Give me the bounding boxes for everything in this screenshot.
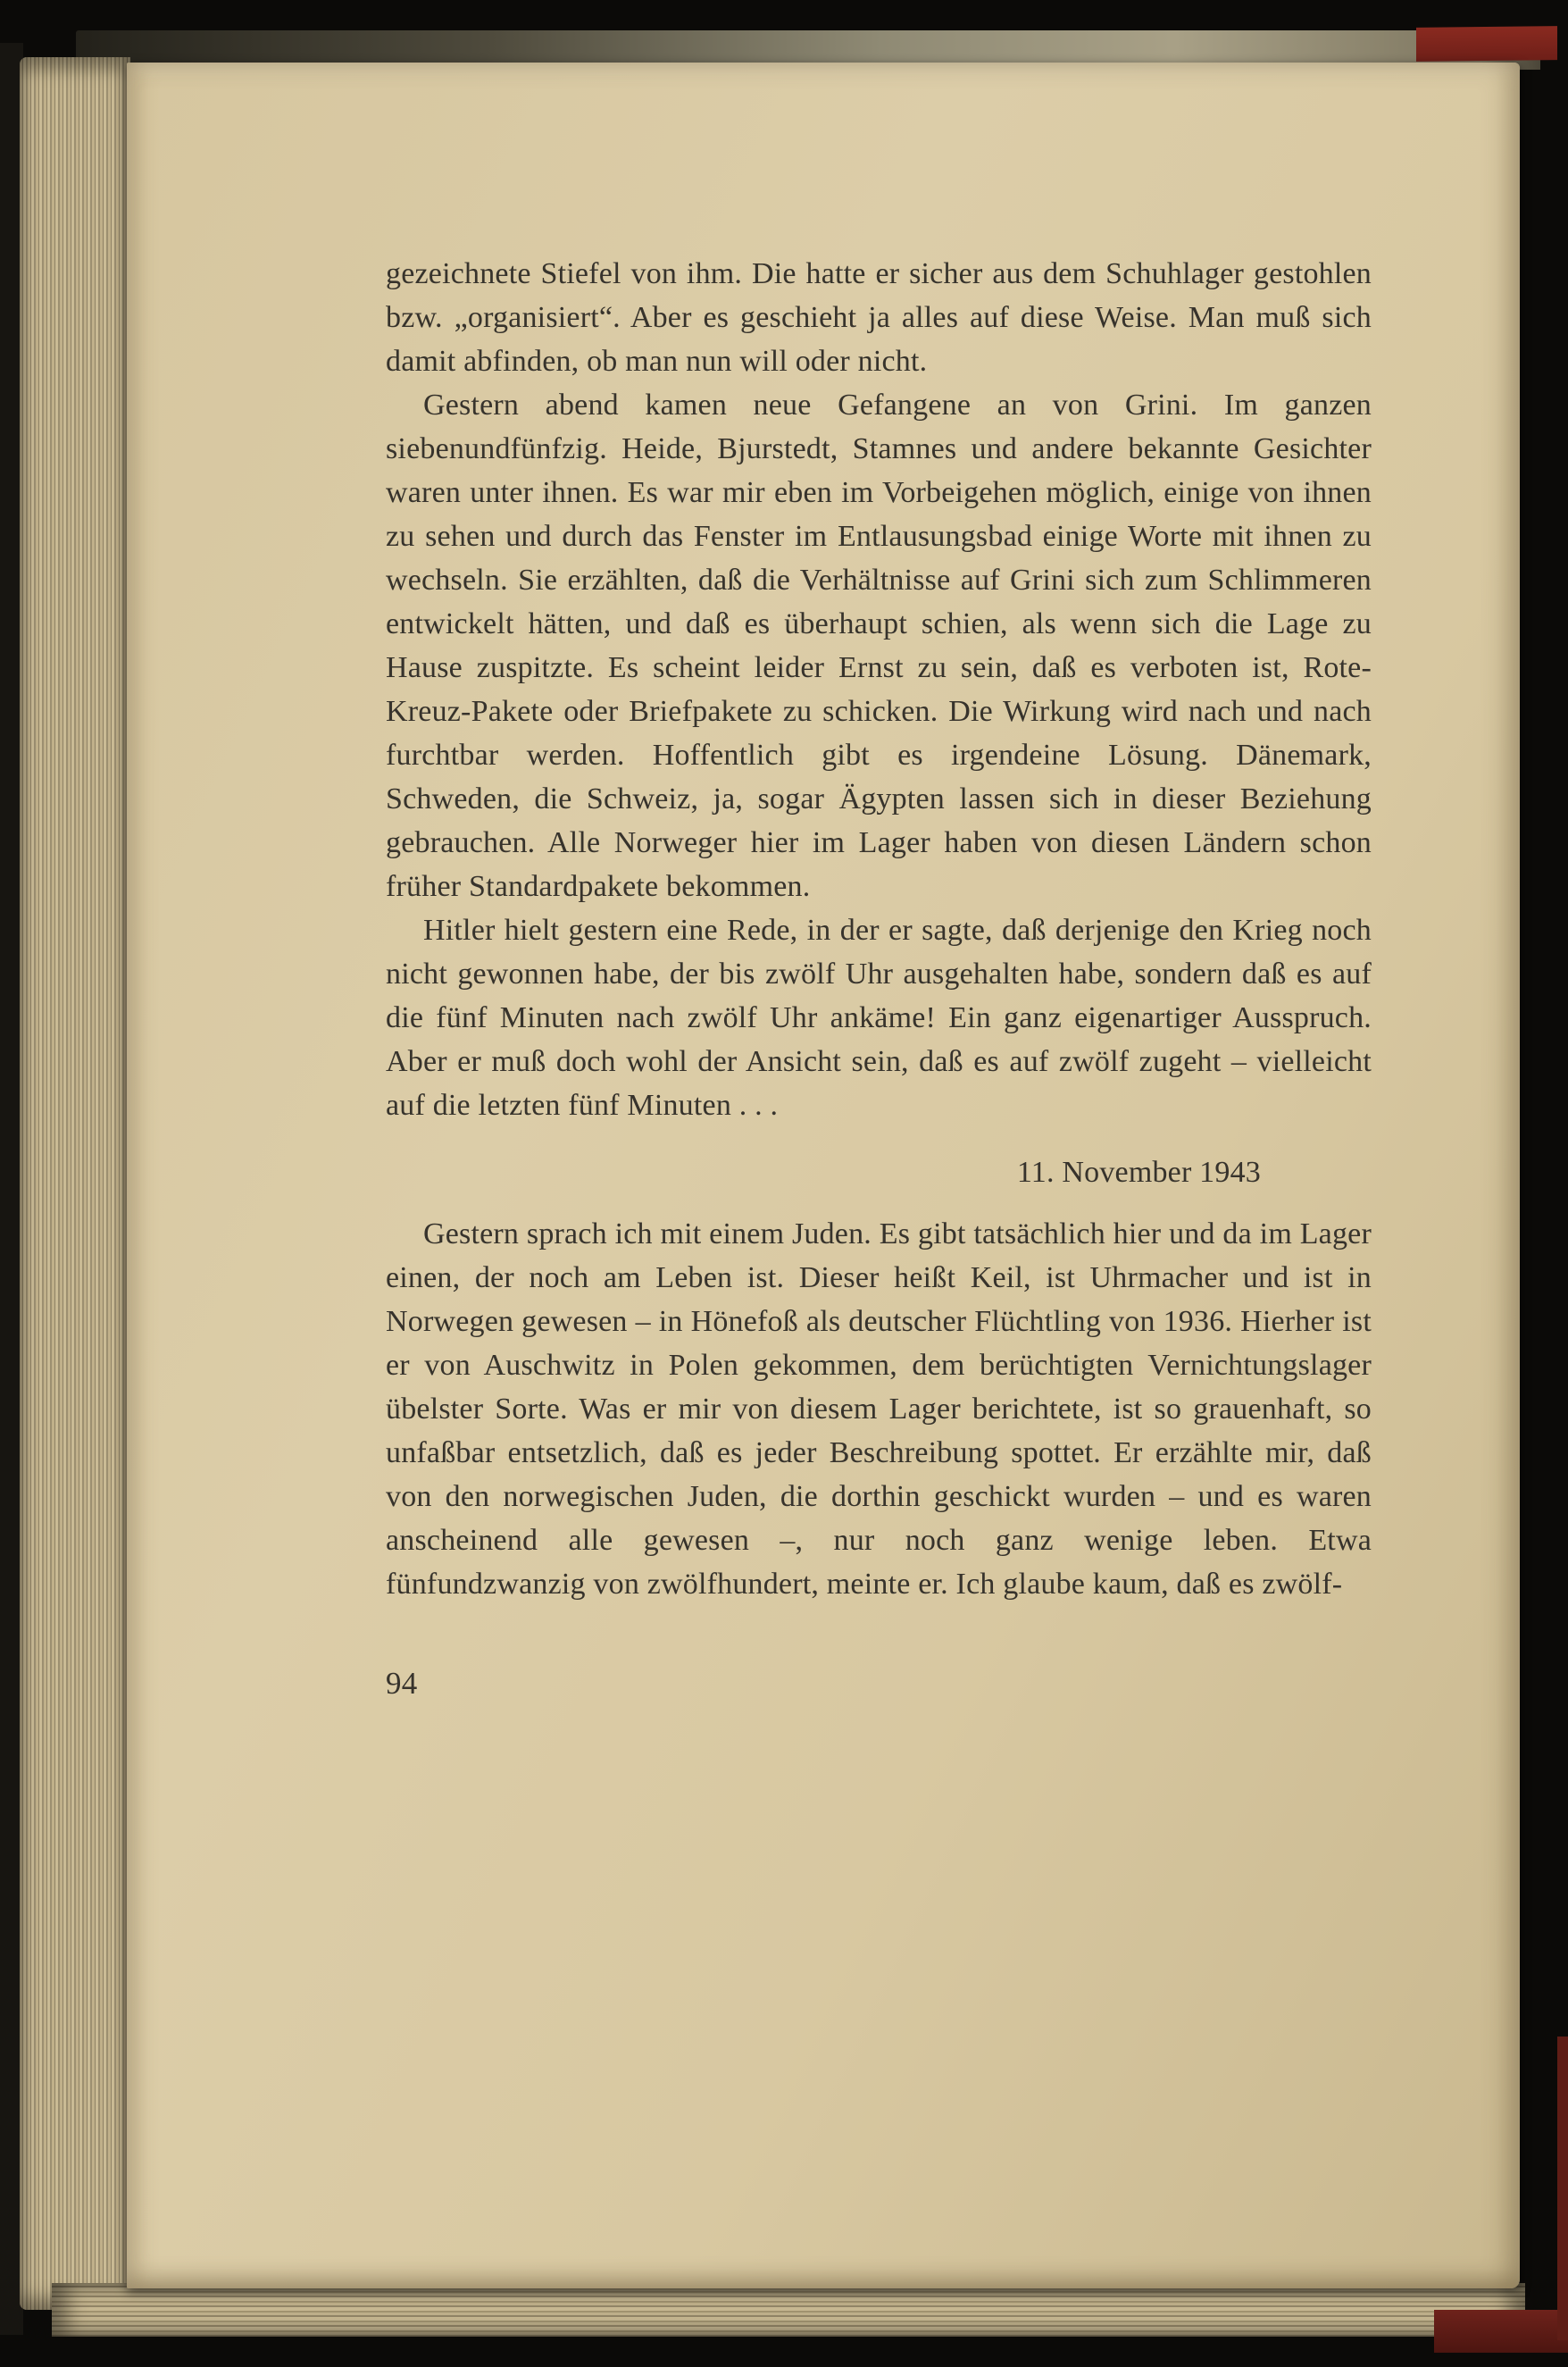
book-cover-red-bottom: [1434, 2310, 1568, 2353]
page-stack-bottom-edges: [52, 2283, 1525, 2337]
date-heading: 11. November 1943: [1016, 1156, 1261, 1189]
page-stack-left-edges: [20, 57, 130, 2310]
book-cover-red-right: [1557, 2037, 1568, 2340]
page-text-block: [386, 252, 1372, 1705]
paragraph-jewish-prisoner: Gestern sprach ich mit einem Juden. Es gibt tatsächlich hier und da im Lager einen, der noch am Leben ist. Dieser heißt Keil, ist Uhrmacher und ist in Norwegen gewesen – in Hönefoß als deutscher Flüchtling von 1936. Hierher ist er von Auschwitz in Polen gekommen, dem berüchtigten Vernichtungslager übelster Sorte. Was er mir von diesem Lager berichtete, ist so grauenhaft, so unfaßbar entsetzlich, daß es jeder Beschreibung spottet. Er erzählte mir, daß von den norwegischen Juden, die dorthin geschickt wurden – und es waren anscheinend alle gewesen –, nur noch ganz wenige leben. Etwa fünfundzwanzig von zwölfhundert, meinte er. Ich glaube kaum, daß es zwölf-: [386, 1217, 1372, 1601]
page-number: 94: [386, 1666, 418, 1701]
paragraph-continuation: gezeichnete Stiefel von ihm. Die hatte er sicher aus dem Schuhlager gestohlen bzw. „organisiert“. Aber es geschieht ja alles auf diese Weise. Man muß sich damit abfinden, ob man nun will oder nicht.: [386, 257, 1372, 378]
book-page: [127, 63, 1520, 2288]
paragraph-new-prisoners: Gestern abend kamen neue Gefangene an von Grini. Im ganzen siebenundfünfzig. Heide, Bjurstedt, Stamnes und andere bekannte Gesichter waren unter ihnen. Es war mir eben im Vorbeigehen möglich, einige von ihnen zu sehen und durch das Fenster im Entlausungsbad einige Worte mit ihnen zu wechseln. Sie erzählten, daß die Verhältnisse auf Grini sich zum Schlimmeren entwickelt hätten, und daß es überhaupt schien, als wenn sich die Lage zu Hause zuspitzte. Es scheint leider Ernst zu sein, daß es verboten ist, Rote-Kreuz-Pakete oder Briefpakete zu schicken. Die Wirkung wird nach und nach furchtbar werden. Hoffentlich gibt es irgendeine Lösung. Dänemark, Schweden, die Schweiz, ja, sogar Ägypten lassen sich in dieser Beziehung gebrauchen. Alle Norweger hier im Lager haben von diesen Ländern schon früher Standardpakete bekommen.: [386, 389, 1372, 903]
paragraph-hitler-speech: Hitler hielt gestern eine Rede, in der er sagte, daß derjenige den Krieg noch nicht gewonnen habe, der bis zwölf Uhr ausgehalten habe, sondern daß es auf die fünf Minuten nach zwölf Uhr ankäme! Ein ganz eigenartiger Ausspruch. Aber er muß doch wohl der Ansicht sein, daß es auf zwölf zugeht – vielleicht auf die letzten fünf Minuten . . .: [386, 914, 1372, 1122]
book-cover-red-top: [1416, 26, 1557, 62]
